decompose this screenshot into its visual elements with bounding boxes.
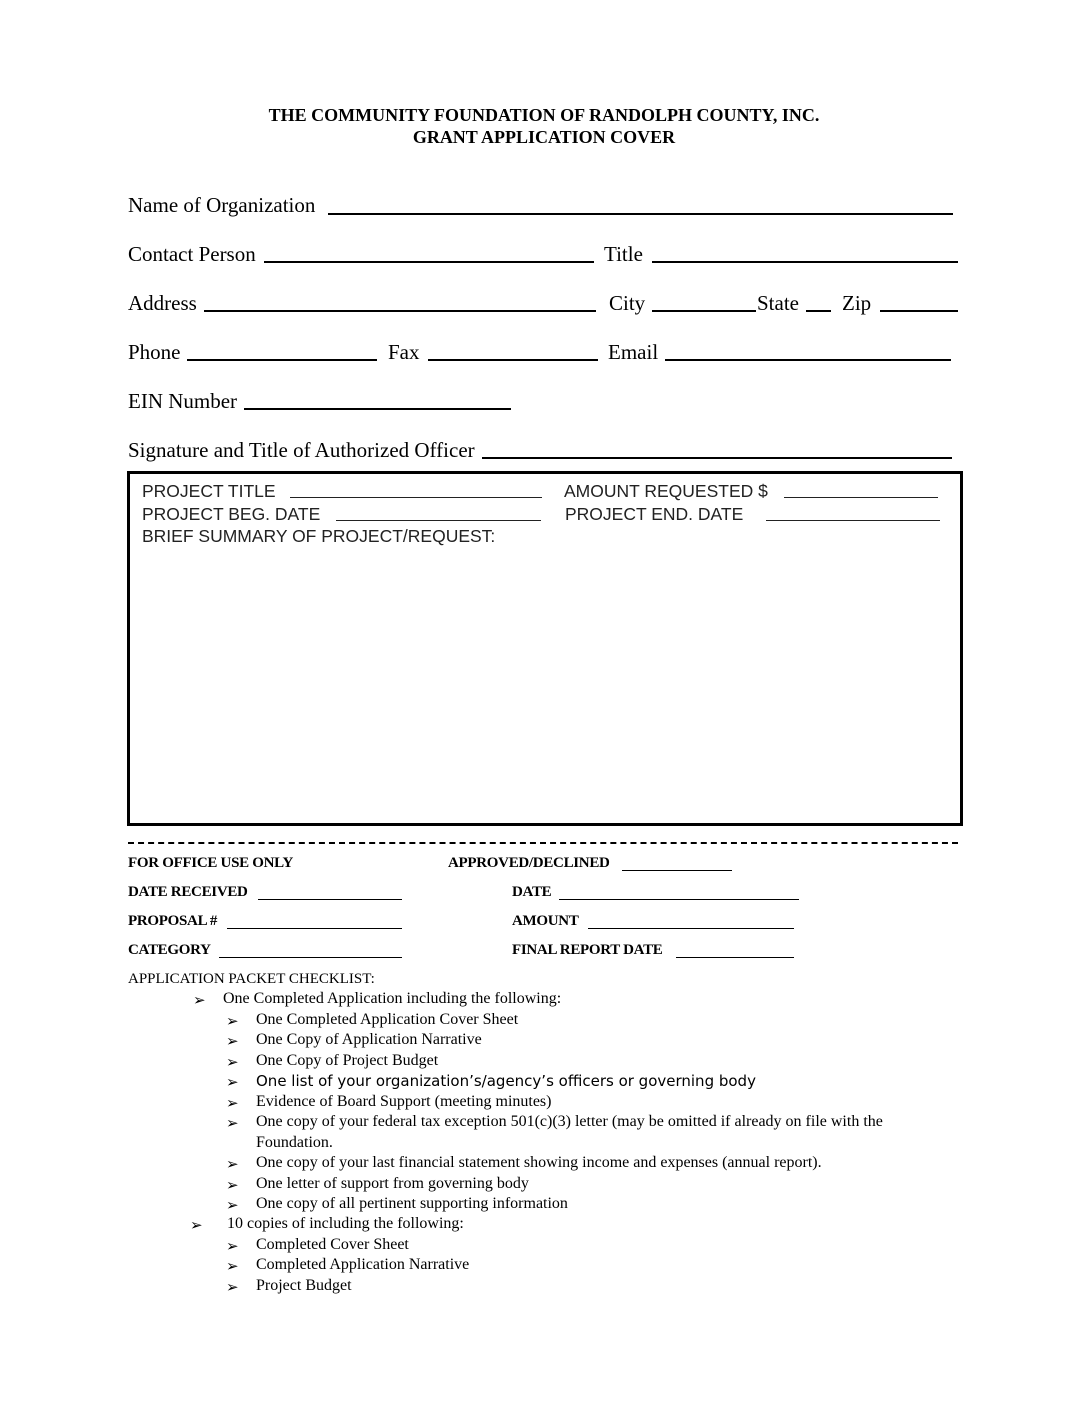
bullet-arrow-icon: ➢ <box>226 1257 239 1275</box>
bullet-arrow-icon: ➢ <box>226 1278 239 1296</box>
fax-field[interactable] <box>428 359 598 361</box>
title-field[interactable] <box>652 261 958 263</box>
bullet-arrow-icon: ➢ <box>226 1094 239 1112</box>
bullet-arrow-icon: ➢ <box>226 1176 239 1194</box>
zip-field[interactable] <box>880 310 958 312</box>
project-beg-date-label: PROJECT BEG. DATE <box>142 504 321 524</box>
address-label: Address <box>128 291 197 315</box>
phone-label: Phone <box>128 340 181 364</box>
date-received-label: DATE RECEIVED <box>128 884 248 900</box>
amount-requested-label: AMOUNT REQUESTED $ <box>564 481 768 501</box>
ein-field[interactable] <box>244 408 511 410</box>
bullet-arrow-icon: ➢ <box>193 991 206 1009</box>
category-label: CATEGORY <box>128 942 211 958</box>
fax-label: Fax <box>388 340 420 364</box>
bullet-arrow-icon: ➢ <box>226 1237 239 1255</box>
ein-label: EIN Number <box>128 389 238 413</box>
title-label: Title <box>604 242 643 266</box>
category-field[interactable] <box>219 957 402 958</box>
list-item: Completed Application Narrative <box>256 1256 470 1273</box>
email-label: Email <box>608 340 659 364</box>
list-item-continuation: Foundation. <box>256 1134 333 1151</box>
office-use-label: FOR OFFICE USE ONLY <box>128 855 294 871</box>
list-item: One letter of support from governing body <box>256 1175 529 1192</box>
proposal-field[interactable] <box>227 928 402 929</box>
contact-person-label: Contact Person <box>128 242 256 266</box>
checklist-group-2: 10 copies of including the following: <box>227 1215 464 1232</box>
project-end-date-label: PROJECT END. DATE <box>565 504 744 524</box>
amount-label: AMOUNT <box>512 913 579 929</box>
amount-field[interactable] <box>588 928 794 929</box>
city-label: City <box>609 291 646 315</box>
approved-declined-field[interactable] <box>622 870 732 871</box>
document-subtitle: GRANT APPLICATION COVER <box>412 127 676 147</box>
state-label: State <box>757 291 799 315</box>
list-item: One Copy of Project Budget <box>256 1052 439 1069</box>
list-item: One Copy of Application Narrative <box>256 1031 482 1048</box>
final-report-date-field[interactable] <box>676 957 794 958</box>
bullet-arrow-icon: ➢ <box>226 1032 239 1050</box>
phone-field[interactable] <box>187 359 377 361</box>
signature-field[interactable] <box>482 457 952 459</box>
project-end-date-field[interactable] <box>766 506 940 526</box>
org-name-field[interactable] <box>328 213 953 215</box>
final-report-date-label: FINAL REPORT DATE <box>512 942 663 958</box>
bullet-arrow-icon: ➢ <box>226 1196 239 1214</box>
email-field[interactable] <box>665 359 951 361</box>
list-item: One copy of all pertinent supporting information <box>256 1195 568 1212</box>
dashed-divider <box>128 842 958 844</box>
list-item: Project Budget <box>256 1277 352 1294</box>
bullet-arrow-icon: ➢ <box>226 1012 239 1030</box>
list-item: One list of your organization’s/agency’s officers or governing body <box>256 1072 756 1090</box>
date-label: DATE <box>512 884 552 900</box>
zip-label: Zip <box>842 291 872 315</box>
date-received-field[interactable] <box>258 899 402 900</box>
amount-requested-field[interactable] <box>784 483 938 503</box>
list-item: One copy of your federal tax exception 501(c)(3) letter (may be omitted if already on file with the <box>256 1113 883 1130</box>
list-item: One Completed Application Cover Sheet <box>256 1011 519 1028</box>
checklist-heading: APPLICATION PACKET CHECKLIST: <box>128 971 375 987</box>
list-item: One copy of your last financial statement showing income and expenses (annual report). <box>256 1154 822 1171</box>
proposal-label: PROPOSAL # <box>128 913 218 929</box>
checklist-group-1: One Completed Application including the following: <box>223 990 562 1007</box>
org-name-label: Name of Organization <box>128 193 316 217</box>
bullet-arrow-icon: ➢ <box>226 1053 239 1071</box>
contact-person-field[interactable] <box>264 261 594 263</box>
summary-label: BRIEF SUMMARY OF PROJECT/REQUEST: <box>142 526 496 546</box>
summary-textarea[interactable] <box>142 552 942 807</box>
approved-declined-label: APPROVED/DECLINED <box>448 855 610 871</box>
bullet-arrow-icon: ➢ <box>190 1216 203 1234</box>
date-field[interactable] <box>559 899 799 900</box>
document-title: THE COMMUNITY FOUNDATION OF RANDOLPH COUNTY, INC. <box>268 105 820 125</box>
list-item: Evidence of Board Support (meeting minutes) <box>256 1093 552 1110</box>
project-beg-date-field[interactable] <box>336 506 541 526</box>
bullet-arrow-icon: ➢ <box>226 1155 239 1173</box>
signature-label: Signature and Title of Authorized Officer <box>128 438 475 462</box>
list-item: Completed Cover Sheet <box>256 1236 409 1253</box>
bullet-arrow-icon: ➢ <box>226 1114 239 1132</box>
bullet-arrow-icon: ➢ <box>226 1073 239 1091</box>
state-field[interactable] <box>806 310 831 312</box>
address-field[interactable] <box>204 310 596 312</box>
project-title-field[interactable] <box>290 483 542 503</box>
city-field[interactable] <box>652 310 756 312</box>
project-title-label: PROJECT TITLE <box>142 481 276 501</box>
